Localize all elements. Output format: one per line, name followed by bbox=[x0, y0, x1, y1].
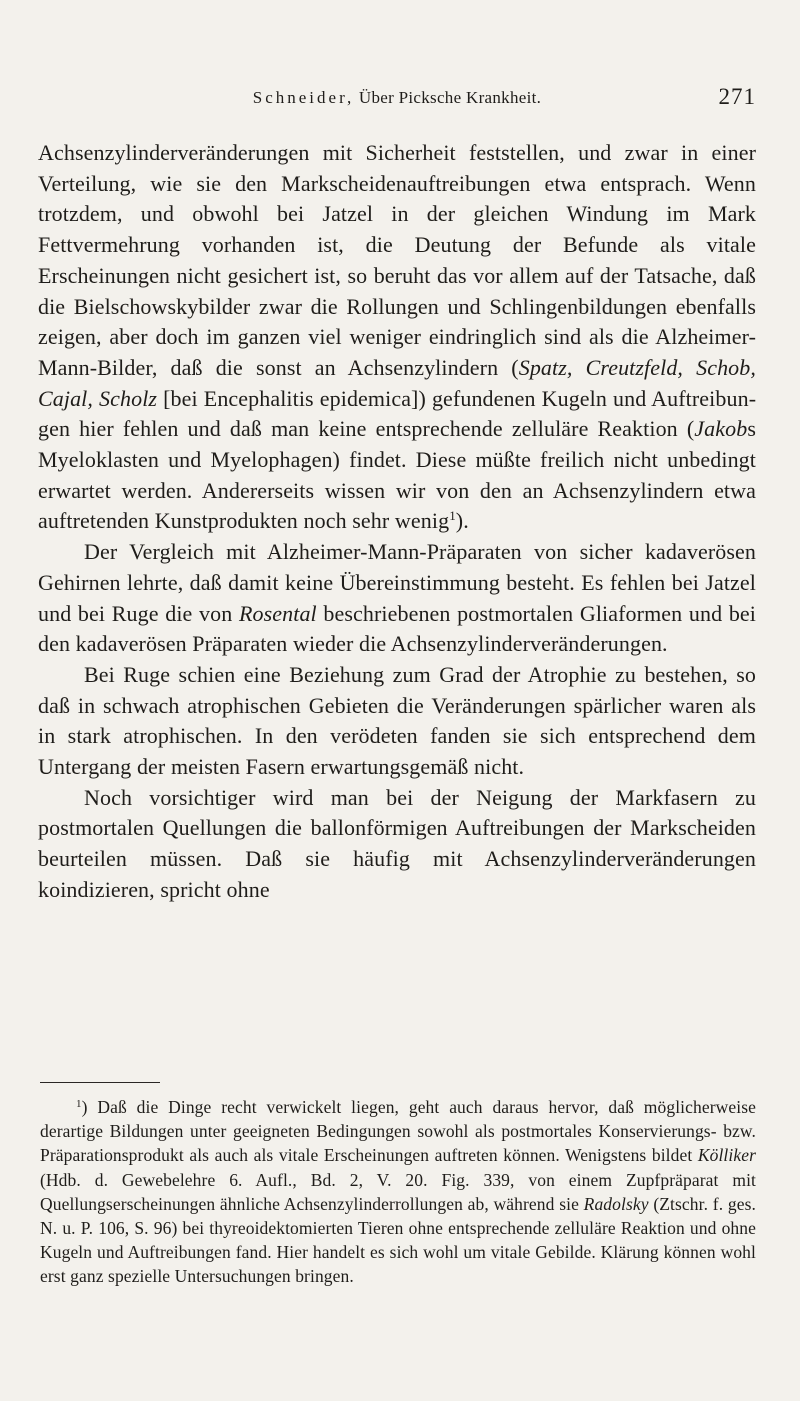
cited-author-radolsky: Radolsky bbox=[583, 1193, 649, 1214]
paragraph-1-text-d: ). bbox=[455, 508, 469, 534]
footnote-text-c: (Ztschr. f. ges. N. u. P. 106, S. 96) bei thyreoidektomierten Tieren ohne entsprechende zelluläre Reaktion und ohne Kugeln und Auftreibungen fand. Hier handelt es sich wohl um vitale Gebilde. Klärung können wohl erst ganz spezielle Untersuchungen bringen. bbox=[40, 1193, 756, 1287]
footnote-text-a: ) Daß die Dinge recht verwickelt liegen, geht auch daraus hervor, daß möglicherweise derartige Bildungen unter geeigneten Bedingungen sowohl als postmortales Konservierungs- bzw. Präparationsprodukt als auch als vitale Erscheinungen auftreten können. Wenigstens bildet bbox=[40, 1097, 756, 1166]
page-header bbox=[38, 82, 756, 112]
running-title-author: Schneider, bbox=[252, 88, 355, 107]
paragraph-3: Bei Ruge schien eine Beziehung zum Grad der Atrophie zu bestehen, so daß in schwach atrophischen Gebieten die Veränderungen spärlicher waren als in stark atrophischen. In den verödeten fanden sie sich entsprechend dem Untergang der meisten Fasern erwartungsgemäß nicht. bbox=[38, 661, 756, 780]
page-number: 271 bbox=[718, 84, 756, 109]
footnote-text-b: (Hdb. d. Gewebelehre 6. Aufl., Bd. 2, V. 20. Fig. 339, von einem Zupfpräparat mit Quellungserscheinungen ähnliche Achsenzylinderrollungen ab, während sie bbox=[40, 1169, 756, 1214]
cited-author-rosental: Rosental bbox=[238, 600, 317, 626]
running-title-text: Über Picksche Krankheit. bbox=[358, 88, 542, 107]
cited-authors: Spatz, Creutzfeld, Schob, Cajal, Scholz bbox=[38, 354, 756, 411]
running-title bbox=[38, 88, 756, 108]
paragraph-1-text-b: [bei Encephalitis epidemica]) gefundenen Kugeln und Auftreibungen hier fehlen und daß man keine entsprechende zelluläre Reaktion ( bbox=[38, 385, 757, 442]
paragraph-1-text-a: Achsenzylinderveränderungen mit Sicherheit feststellen, und zwar in einer Verteilung, wie sie den Markscheidenauftreibungen etwa entsprach. Wenn trotzdem, und obwohl bei Jatzel in der gleichen Windung im Mark Fettvermehrung vorhanden ist, die Deutung der Befunde als vitale Erscheinungen nicht gesichert ist, so beruht das vor allem auf der Tatsache, daß die Bielschowskybilder zwar die Rollungen und Schlingenbildungen ebenfalls zeigen, aber doch im ganzen viel weniger eindringlich sind als die Alzheimer-Mann-Bilder, daß die sonst an Achsenzylindern ( bbox=[38, 140, 756, 380]
footnote-reference[interactable]: 1 bbox=[449, 508, 456, 524]
paragraph-2-text-b: beschriebenen postmortalen Gliaformen und bei den kadaverösen Präparaten wieder die Achsenzylinderveränderungen. bbox=[38, 600, 757, 657]
cited-author-koelliker: Kölliker bbox=[697, 1145, 756, 1166]
footnote-marker: 1 bbox=[76, 1098, 82, 1110]
paragraph-1-text-c: s Myeloklasten und Myelophagen) findet. Diese müßte freilich nicht unbedingt erwartet werden. Andererseits wissen wir von den an Achsenzylindern etwa auftretenden Kunstprodukten noch sehr wenig bbox=[38, 416, 756, 534]
cited-author-jakob: Jakob bbox=[694, 416, 748, 442]
footnote-divider bbox=[40, 1082, 160, 1083]
paragraph-2-text-a: Der Vergleich mit Alzheimer-Mann-Präparaten von sicher kadaverösen Gehirnen lehrte, daß damit keine Übereinstimmung besteht. Es fehlen bei Jatzel und bei Ruge die von bbox=[38, 539, 756, 626]
paragraph-4: Noch vorsichtiger wird man bei der Neigung der Markfasern zu postmortalen Quellungen die ballonförmigen Auftreibungen der Markscheiden beurteilen müssen. Daß sie häufig mit Achsenzylinderveränderungen koindizieren, spricht ohne bbox=[38, 784, 756, 902]
paragraph-2 bbox=[38, 537, 756, 660]
paragraph-1 bbox=[38, 138, 756, 537]
footnotes bbox=[40, 1095, 756, 1289]
footnote-1 bbox=[40, 1095, 756, 1289]
body-text bbox=[38, 138, 756, 906]
